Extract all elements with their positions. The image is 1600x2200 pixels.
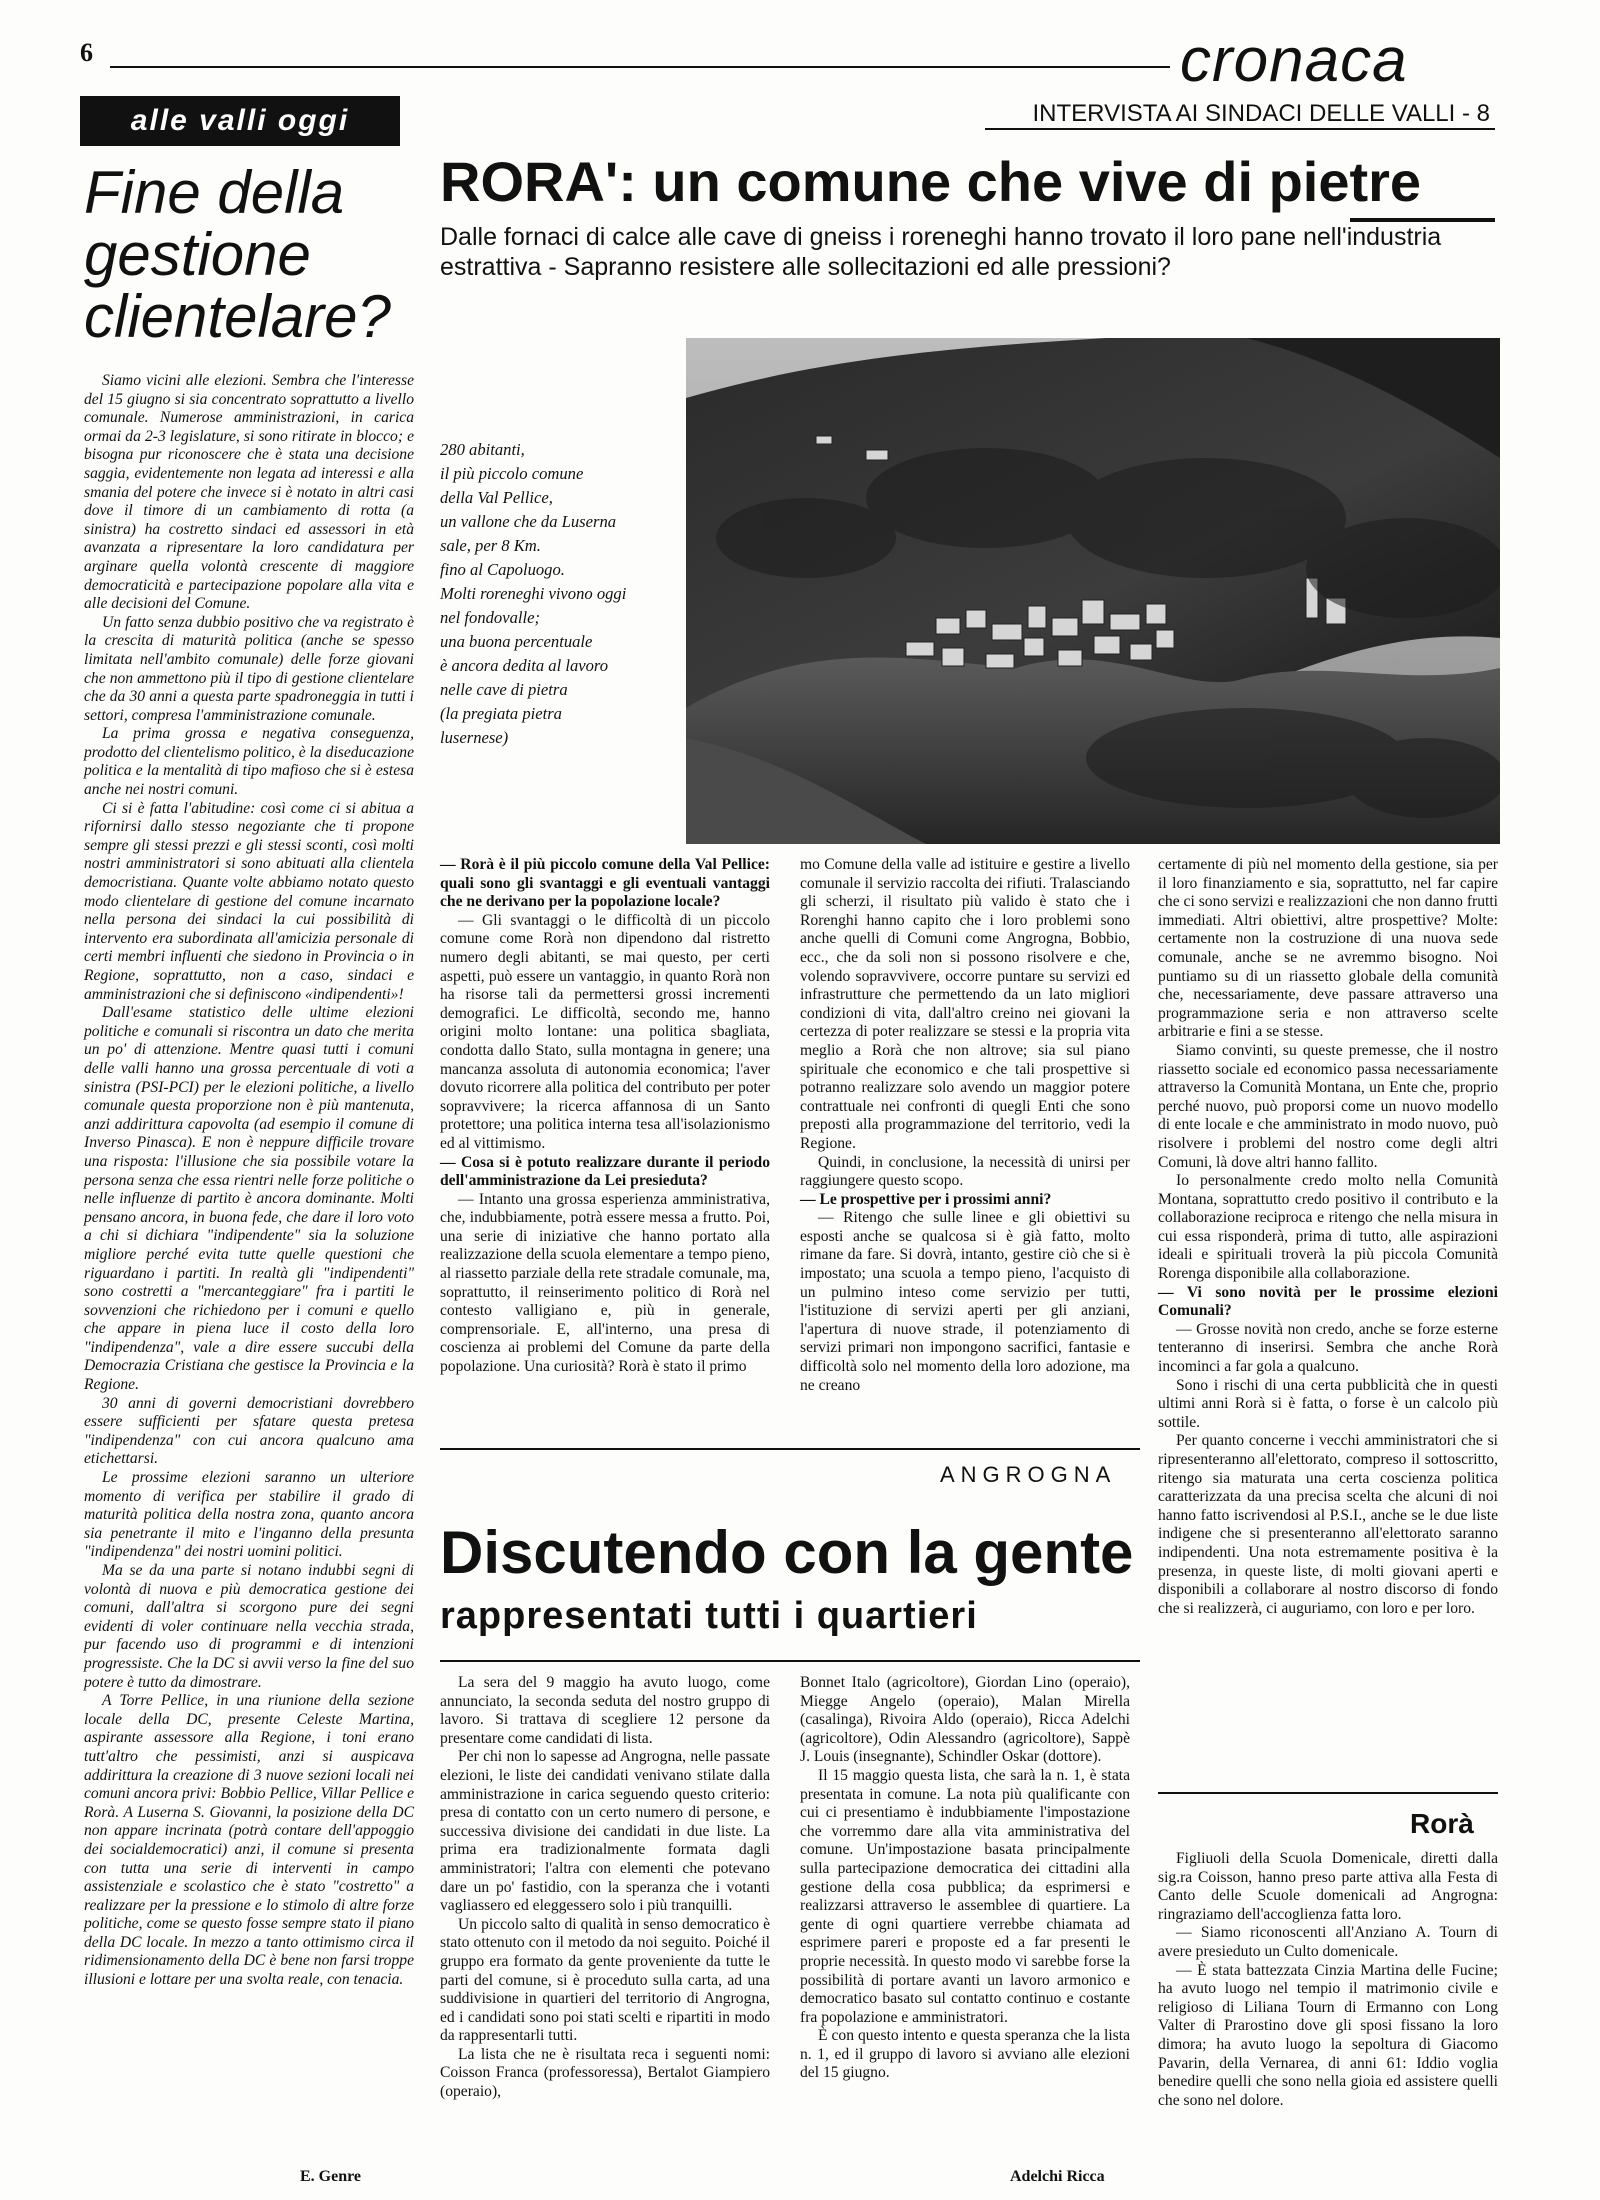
main-headline: RORA': un comune che vive di pietre bbox=[440, 150, 1422, 213]
angrogna-paragraph: È con questo intento e questa speranza che la lista n. 1, ed il gruppo di lavoro si avviano alle elezioni del 15 giugno. bbox=[800, 2027, 1130, 2082]
interview-column-3 bbox=[1158, 856, 1498, 1618]
series-title: INTERVISTA AI SINDACI DELLE VALLI - 8 bbox=[1032, 100, 1490, 127]
interview-column-1 bbox=[440, 856, 770, 1377]
editorial-headline: Fine della gestione clientelare? bbox=[84, 159, 391, 350]
caption-line: un vallone che da Luserna bbox=[440, 512, 617, 531]
interview-answer: Quindi, in conclusione, la necessità di unirsi per raggiungere questo scopo. bbox=[800, 1153, 1130, 1190]
editorial-paragraph: Siamo vicini alle elezioni. Sembra che l'interesse del 15 giugno si sia concentrato soprattutto a livello comunale. Numerose amministrazioni, in carica ormai da 2-3 legislature, si sono ritirate in blocco; e bisogna pur riconoscere che è stata una decisione saggia, evidentemente non legata ad interessi e alla smania del potere che invece si è notato in altri casi dove il timore di un cambiamento di rotta (a sinistra) ha costretto sindaci ed assessori in età avanzata a ripresentare la loro candidatura per arginare quella volontà crescente di maggiore democraticità e partecipazione popolare alla vita e alle decisioni del Comune. bbox=[84, 372, 414, 613]
rora-paragraph: — Siamo riconoscenti all'Anziano A. Tourn di avere presieduto un Culto domenicale. bbox=[1158, 1924, 1498, 1960]
editorial-signature: E. Genre bbox=[300, 2168, 362, 2185]
rora-rule bbox=[1158, 1792, 1498, 1794]
editorial-paragraph: Ci si è fatta l'abitudine: così come ci si abitua a rifornirsi dallo stesso negoziante che ti propone sempre gli stessi prezzi e gli stessi sconti, così molti nostri amministratori si sono abituati alla clientela democristiana. Quante volte abbiamo notato questo modo clientelare di gestione del comune incarnato nella persona dei sindaci la cui possibilità di intervento era subordinata all'amicizia personale di certi membri influenti che siedono in Provincia o in Regione, soprattutto, non a caso, sindaci e amministrazioni che si definiscono «indipendenti»! bbox=[84, 799, 414, 1003]
angrogna-paragraph: Il 15 maggio questa lista, che sarà la n. 1, è stata presentata in comune. La nota più qualificante con cui ci presentiamo è indubbiamente l'impostazione che vorremmo dare alla vita amministrativa del comune. Un'impostazione basata principalmente sulla partecipazione democratica dei cittadini alla gestione della cosa pubblica; da esprimersi e realizzarsi attraverso le assemblee di quartiere. La gente di ogni quartiere verrebbe chiamata ad esprimere pareri e proposte ed a far presenti le proprie necessità. In questo modo vi sarebbe forse la possibilità di portare avanti un lavoro armonico e democratico basato sul contatto continuo e costante fra popolazione e amministratori. bbox=[800, 1766, 1130, 2026]
masthead-rule bbox=[110, 66, 1170, 68]
editorial-paragraph: A Torre Pellice, in una riunione della sezione locale della DC, presente Celeste Martina, aspirante assessore alla Regione, i toni erano tutt'altro che pessimisti, anzi si auspicava addirittura la creazione di 3 nuove sezioni locali nei comuni ancora privi: Bobbio Pellice, Villar Pellice e Rorà. A Luserna S. Giovanni, la posizione della DC non appare incrinata (potrà contare dell'appoggio dei socialdemocratici) anzi, il comune si presenta con tutta una serie di interventi in campo assistenziale e scolastico che è stato "costretto" a realizzare per la pressione e lo stimolo di altre forze politiche, come se questo fosse sempre stato il piano della DC locale. In mezzo a tanto ottimismo circa il ridimensionamento della DC è bene non farsi troppe illusioni e lottare per una svolta reale, con tenacia. bbox=[84, 1692, 414, 1989]
angrogna-paragraph: La lista che ne è risultata reca i seguenti nomi: Coisson Franca (professoressa), Bertalot Giampiero (operaio), bbox=[440, 2045, 770, 2101]
interview-answer: — Gli svantaggi o le difficoltà di un piccolo comune come Rorà non dipendono dal ristretto numero degli abitanti, se mai questo, per certi aspetti, può essere un vantaggio, in quanto Rorà non ha risorse tali da permettersi grossi incrementi demografici. Le difficoltà, secondo me, hanno origini molto lontane: una politica sbagliata, condotta dallo Stato, sulla montagna in genere; una mancanza assoluta di autonomia economica; l'aver dovuto ricorrere alla politica del contributo per poter sopravvivere; la ricerca affannosa di un Santo protettore; una politica interna tesa all'isolazionismo ed al vittimismo. bbox=[440, 911, 770, 1152]
editorial-paragraph: Un fatto senza dubbio positivo che va registrato è la crescita di maturità politica (anche se spesso limitata nell'ambito comunale) delle forze giovani che non ammettono più il tipo di gestione clientelare che da 30 anni a questa parte spadroneggia in tutti i settori, compresa l'amministrazione comunale. bbox=[84, 613, 414, 724]
caption-line: nel fondovalle; bbox=[440, 608, 540, 627]
angrogna-paragraph: Un piccolo salto di qualità in senso democratico è stato ottenuto con il metodo da noi seguito. Poiché il gruppo era formato da gente proveniente da tutte le parti del comune, si è proceduto sulla carta, ad una suddivisione in quartieri del territorio di Angrogna, ed i candidati sono poi stati scelti e ripartiti in modo da rappresentarli tutti. bbox=[440, 1915, 770, 2045]
rubric-banner: alle valli oggi bbox=[80, 96, 400, 146]
angrogna-column-1 bbox=[440, 1674, 770, 2102]
section-title: cronaca bbox=[1180, 26, 1408, 95]
interview-question: — Cosa si è potuto realizzare durante il periodo dell'amministrazione da Lei presieduta? bbox=[440, 1153, 770, 1190]
angrogna-paragraph: Per chi non lo sapesse ad Angrogna, nelle passate elezioni, le liste dei candidati venivano stilate dalla amministrazione in carica seguendo questo criterio: presa di contatto con un certo numero di persone, e successiva divisione dei candidati in due liste. La prima era tradizionalmente formata dagli amministratori; l'altra con elementi che potevano dare un po' fastidio, con la speranza che i votanti vagliassero ed eleggessero solo i più tranquilli. bbox=[440, 1748, 770, 1915]
page-number: 6 bbox=[80, 38, 93, 67]
editorial-paragraph: 30 anni di governi democristiani dovrebbero essere sufficienti per sfatare questa pretesa "indipendenza" con cui ancora qualcuno ama etichettarsi. bbox=[84, 1394, 414, 1468]
caption-line: una buona percentuale bbox=[440, 632, 593, 651]
editorial-paragraph: Ma se da una parte si notano indubbi segni di volontà di nuova e più democratica gestione dei comuni, dall'altra si scorgono pure dei segni evidenti di voler continuare nella vecchia strada, pur facendo uso di programmi e di intenzioni progressiste. Che la DC si avvii verso la fine del suo potere è tutto da dimostrare. bbox=[84, 1562, 414, 1691]
angrogna-signature: Adelchi Ricca bbox=[1010, 2168, 1105, 2185]
interview-answer: certamente di più nel momento della gestione, sia per il loro finanziamento e sia, soprattutto, nel far capire che ci sono servizi e realizzazioni che non danno frutti immediati. Altri obiettivi, altre prospettive? Molte: certamente non la costruzione di una nuova sede comunale, anche se ne avremmo bisogno. Noi puntiamo su di un riassetto globale della comunità che, necessariamente, deve passare attraverso una programmazione seria e non attraverso scelte arbitrarie e fini a se stesse. bbox=[1158, 856, 1498, 1041]
editorial-column bbox=[84, 372, 414, 1990]
rora-label: Rorà bbox=[1410, 1808, 1474, 1839]
interview-answer: Per quanto concerne i vecchi amministratori che si ripresenteranno all'elettorato, compreso il sottoscritto, ritengo sia maturata una certa coscienza politica caratterizzata da una precisa scelta che alcuni di noi hanno fatto iscrivendosi al P.S.I., anche se le due liste indigene che si presenteranno all'elettorato saranno indipendenti. Una nota estremamente positiva è la presenza, in queste liste, di molti giovani aperti e disponibili a collaborare al nostro discorso di fondo che si realizzerà, ci auguriamo, con loro e per loro. bbox=[1158, 1432, 1498, 1617]
photo-caption bbox=[440, 438, 660, 750]
angrogna-column-2 bbox=[800, 1674, 1130, 2083]
village-photo bbox=[686, 338, 1500, 844]
interview-answer: Io personalmente credo molto nella Comunità Montana, soprattutto credo positivo il contributo e la collaborazione reciproca e ritengo che nella misura in cui essa risponderà, prima di tutto, alle aspirazioni ideali e spirituali troverà la più piccola Comunità Rorenga disponibile alla collaborazione. bbox=[1158, 1172, 1498, 1283]
angrogna-label: ANGROGNA bbox=[940, 1462, 1117, 1487]
editorial-paragraph: La prima grossa e negativa conseguenza, prodotto del clientelismo politico, è la diseducazione politica e la mentalità di tipo mafioso che si è estesa anche nei nostri comuni. bbox=[84, 725, 414, 799]
interview-question: — Rorà è il più piccolo comune della Val Pellice: quali sono gli svantaggi e gli eventuali vantaggi che ne derivano per la popolazione locale? bbox=[440, 856, 770, 911]
interview-answer: — Ritengo che sulle linee e gli obiettivi su esposti anche se qualcosa si è già fatto, molto rimane da fare. Si dovrà, intanto, gestire ciò che si è impostato; una scuola a tempo pieno, l'acquisto di un pulmino inteso come servizio per tutti, l'istituzione di servizi aperti per gli anziani, l'apertura di nuove strade, il potenziamento di servizi primari non impongono sacrifici, fantasie e difficoltà solo nel momento della loro adozione, ma ne creano bbox=[800, 1209, 1130, 1394]
rora-paragraph: Figliuoli della Scuola Domenicale, diretti dalla sig.ra Coisson, hanno preso parte attiva alla Festa di Canto delle Scuole domenicali ad Angrogna: ringraziamo dell'accoglienza fatta loro. bbox=[1158, 1850, 1498, 1923]
caption-line: (la pregiata pietra bbox=[440, 704, 562, 723]
angrogna-headline-rule bbox=[440, 1660, 1140, 1662]
angrogna-headline: Discutendo con la gente bbox=[440, 1519, 1134, 1586]
angrogna-paragraph: Bonnet Italo (agricoltore), Giordan Lino (operaio), Miegge Angelo (operaio), Malan Mirella (casalinga), Rivoira Aldo (operaio), Ricca Adelchi (agricoltore), Odin Alessandro (agricoltore), Sappè J. Louis (insegnante), Schindler Oskar (dottore). bbox=[800, 1674, 1130, 1766]
angrogna-rule bbox=[440, 1448, 1140, 1450]
interview-question: — Le prospettive per i prossimi anni? bbox=[800, 1190, 1052, 1208]
interview-answer: — Intanto una grossa esperienza amministrativa, che, indubbiamente, potrà essere messa a frutto. Poi, una serie di iniziative che hanno portato alla realizzazione della scuola elementare a tempo pieno, al riassetto parziale della rete stradale comunale, ma, soprattutto, il reinserimento politico di Rorà nel contesto valligiano e, più in generale, comprensoriale. E, all'interno, una presa di coscienza ai problemi del Comune da parte della popolazione. Una curiosità? Rorà è stato il primo bbox=[440, 1190, 770, 1376]
editorial-paragraph: Le prossime elezioni saranno un ulteriore momento di verifica per stabilire il grado di maturità politica della nostra zona, quanto ancora sia penetrante il mito e l'inganno della presunta "indipendenza" dei nostri uomini politici. bbox=[84, 1469, 414, 1561]
angrogna-paragraph: La sera del 9 maggio ha avuto luogo, come annunciato, la seconda seduta del nostro gruppo di lavoro. Si trattava di scegliere 12 persone da presentare come candidati di lista. bbox=[440, 1674, 770, 1747]
caption-line: della Val Pellice, bbox=[440, 488, 553, 507]
caption-line: 280 abitanti, bbox=[440, 440, 525, 459]
rora-paragraph: — È stata battezzata Cinzia Martina delle Fucine; ha avuto luogo nel tempio il matrimonio civile e religioso di Liliana Tourn di Ermanno con Long Valter di Prarostino dove gli sposi fissano la loro dimora; ha avuto luogo la sepoltura di Giacomo Pavarin, della Vernarea, di anni 61: Iddio voglia benedire quelli che sono nella gioia ed assistere quelli che sono nel dolore. bbox=[1158, 1961, 1498, 2109]
section-rule bbox=[985, 128, 1495, 130]
caption-line: lusernese) bbox=[440, 728, 509, 747]
caption-line: il più piccolo comune bbox=[440, 464, 584, 483]
main-deck: Dalle fornaci di calce alle cave di gneiss i roreneghi hanno trovato il loro pane nell'industria estrattiva - Sapranno resistere alle sollecitazioni ed alle pressioni? bbox=[440, 223, 1442, 281]
editorial-paragraph: Dall'esame statistico delle ultime elezioni politiche e comunali si riscontra un dato che merita un po' di attenzione. Mentre quasi tutti i comuni delle valli hanno una grossa percentuale di voti a sinistra (PSI-PCI) per le elezioni politiche, a livello comunale questa proporzione non è più mantenuta, anzi addirittura capovolta (ad esempio il comune di Inverso Pinasca). E non è neppure difficile trovare una risposta: l'illusione che sia possibile votare la persona senza che essa rientri nelle forze politiche o nelle influenze di partito è ancora dominante. Molti pensano ancora, in buona fede, che dare il loro voto a chi si dichiara "indipendente" sia la soluzione migliore perché evita tutte quelle questioni che riguardano i partiti. In realtà gli "indipendenti" sono costretti a "mercanteggiare" fra i partiti le sovvenzioni che richiedono per i comuni e quello che appare in piena luce il costo della loro "indipendenza", vale a dire essere succubi della Democrazia Cristiana che gestisce la Provincia e la Regione. bbox=[84, 1004, 414, 1394]
caption-line: fino al Capoluogo. bbox=[440, 560, 565, 579]
interview-answer: — Grosse novità non credo, anche se forze esterne tenteranno di inserirsi. Sembra che anche Rorà incominci a far gola a qualcuno. bbox=[1158, 1320, 1498, 1376]
angrogna-subheadline: rappresentati tutti i quartieri bbox=[440, 1595, 978, 1637]
rora-column bbox=[1158, 1850, 1498, 2110]
interview-answer: Siamo convinti, su queste premesse, che il nostro riassetto sociale ed economico passa necessariamente attraverso la Comunità Montana, un Ente che, proprio perché nuovo, può proporsi come un nuovo modello di ente locale e che amministrato in modo nuovo, può risolvere i problemi del nostro come degli altri Comuni, là dove altri hanno fallito. bbox=[1158, 1041, 1498, 1171]
caption-line: nelle cave di pietra bbox=[440, 680, 568, 699]
interview-answer: mo Comune della valle ad istituire e gestire a livello comunale il servizio raccolta dei rifiuti. Tralasciando gli scherzi, il risultato più valido è stato che i Rorenghi hanno capito che i loro problemi sono anche quelli di Comuni come Angrogna, Bobbio, ecc., che da soli non si possono risolvere e che, volendo sopravvivere, occorre puntare su servizi ed infrastrutture che permettendo da un lato migliori condizioni di vita, dall'altro creino nei giovani la certezza di poter realizzare se stessi e la propria vita meglio a Rorà che non altrove; sia sul piano spirituale che economico e che tali prospettive si potranno realizzare solo avendo un maggior potere contrattuale nei confronti di quegli Enti che sono preposti alla programmazione del territorio, vedi la Regione. bbox=[800, 856, 1130, 1152]
caption-line: è ancora dedita al lavoro bbox=[440, 656, 609, 675]
caption-line: sale, per 8 Km. bbox=[440, 536, 541, 555]
interview-question: — Vi sono novità per le prossime elezioni Comunali? bbox=[1158, 1283, 1498, 1320]
interview-answer: Sono i rischi di una certa pubblicità che in questi ultimi anni Rorà si è fatta, o forse è un calcolo più sottile. bbox=[1158, 1376, 1498, 1431]
interview-column-2 bbox=[800, 856, 1130, 1395]
caption-line: Molti roreneghi vivono oggi bbox=[440, 584, 627, 603]
